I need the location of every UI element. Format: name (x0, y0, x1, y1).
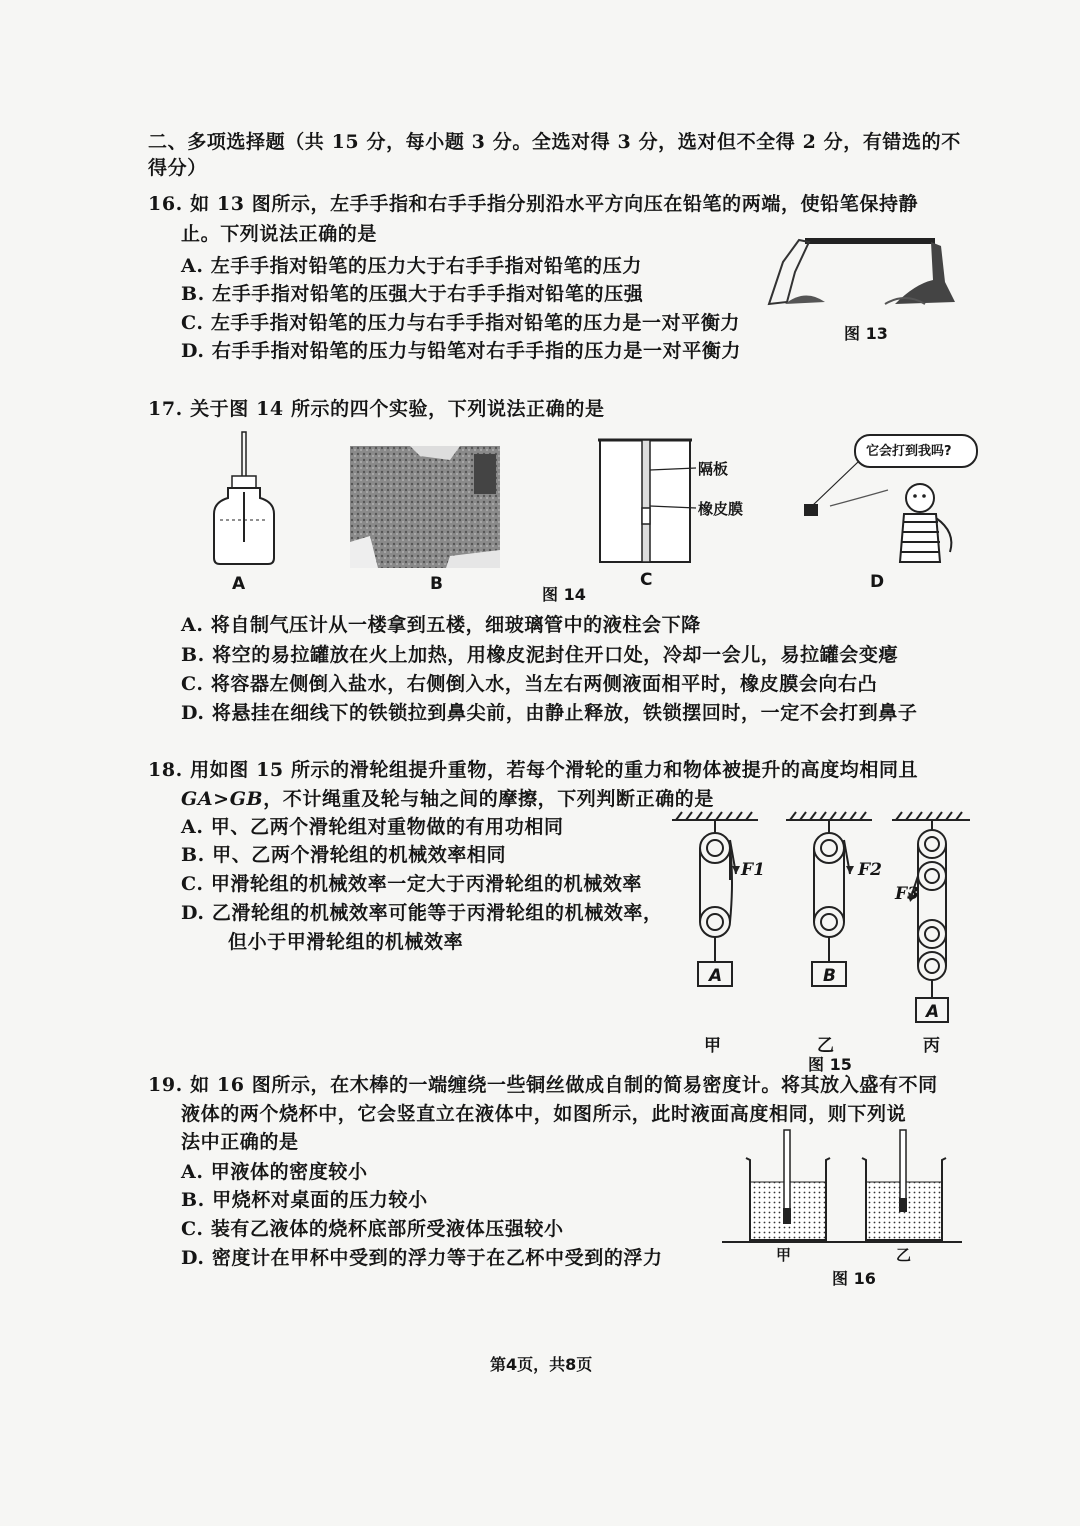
figure-15-pulley-system (670, 810, 970, 1030)
figure-14-label-a: A (232, 574, 246, 594)
q19-stem-line2: 液体的两个烧杯中，它会竖直立在液体中，如图所示，此时液面高度相同，则下列说 (181, 1103, 907, 1125)
figure-15-caption: 图 15 (808, 1055, 852, 1074)
q18-option-d: D. 乙滑轮组的机械效率可能等于丙滑轮组的机械效率， (181, 902, 663, 924)
section-title-line2: 得分） (148, 157, 207, 179)
figure-15-block-yi: B (823, 966, 836, 986)
figure-14c-label-membrane: 橡皮膜 (698, 500, 744, 518)
q18-option-a: A. 甲、乙两个滑轮组对重物做的有用功相同 (181, 816, 564, 838)
q16-option-d: D. 右手手指对铅笔的压力与铅笔对右手手指的压力是一对平衡力 (181, 340, 742, 362)
figure-16-label-jia: 甲 (776, 1246, 792, 1264)
figure-15-force-f2: F2 (858, 860, 882, 880)
q18-stem-line2 (181, 787, 714, 811)
q19-option-c: C. 装有乙液体的烧杯底部所受液体压强较小 (181, 1218, 564, 1240)
figure-16-label-yi: 乙 (896, 1246, 912, 1264)
q18-option-d-line2: 但小于甲滑轮组的机械效率 (228, 931, 464, 953)
figure-13-pencil-fingers (765, 232, 965, 310)
figure-14a-barometer (210, 432, 280, 568)
figure-15-force-f1: F1 (741, 860, 765, 880)
figure-15-block-bing: A (926, 1002, 940, 1022)
q16-option-a: A. 左手手指对铅笔的压力大于右手手指对铅笔的压力 (181, 255, 642, 277)
figure-14c-label-partition: 隔板 (698, 460, 729, 478)
figure-15-label-bing: 丙 (923, 1036, 940, 1056)
figure-15-label-jia: 甲 (704, 1036, 721, 1056)
q18-stem-line2-text: ，不计绳重及轮与轴之间的摩擦，下列判断正确的是 (263, 788, 714, 810)
figure-16-caption: 图 16 (832, 1269, 876, 1288)
figure-14-label-d: D (870, 572, 885, 592)
q19-option-d: D. 密度计在甲杯中受到的浮力等于在乙杯中受到的浮力 (181, 1247, 663, 1269)
q16-option-c: C. 左手手指对铅笔的压力与右手手指对铅笔的压力是一对平衡力 (181, 312, 741, 334)
q17-stem: 17. 关于图 14 所示的四个实验，下列说法正确的是 (148, 398, 605, 420)
q16-stem-line1: 16. 如 13 图所示，左手手指和右手手指分别沿水平方向压在铅笔的两端，使铅笔保持静 (148, 193, 919, 215)
figure-15-label-yi: 乙 (817, 1036, 834, 1056)
figure-16-beakers (722, 1130, 962, 1250)
page-footer: 第4页，共8页 (490, 1355, 593, 1374)
q17-option-d: D. 将悬挂在细线下的铁锁拉到鼻尖前，由静止释放，铁锁摆回时，一定不会打到鼻子 (181, 702, 918, 724)
figure-14d-bubble-text: 它会打到我吗? (866, 444, 952, 459)
q16-stem-line2: 止。下列说法正确的是 (181, 223, 378, 245)
figure-13-caption: 图 13 (844, 324, 888, 343)
q18-option-c: C. 甲滑轮组的机械效率一定大于丙滑轮组的机械效率 (181, 873, 643, 895)
q18-condition-math: GA>GB (181, 788, 264, 810)
figure-14-caption: 图 14 (542, 585, 586, 604)
q18-stem-line1: 18. 用如图 15 所示的滑轮组提升重物，若每个滑轮的重力和物体被提升的高度均相同且 (148, 759, 919, 781)
figure-14c-pointers (650, 462, 700, 512)
q19-option-a: A. 甲液体的密度较小 (181, 1161, 368, 1183)
q16-option-b: B. 左手手指对铅笔的压强大于右手手指对铅笔的压强 (181, 283, 644, 305)
figure-14-label-b: B (430, 574, 443, 594)
q17-option-a: A. 将自制气压计从一楼拿到五楼，细玻璃管中的液柱会下降 (181, 614, 701, 636)
q19-stem-line3: 法中正确的是 (181, 1131, 299, 1153)
q18-option-b: B. 甲、乙两个滑轮组的机械效率相同 (181, 844, 507, 866)
q19-stem-line1: 19. 如 16 图所示，在木棒的一端缠绕一些铜丝做成自制的简易密度计。将其放入盛有不同 (148, 1074, 938, 1096)
figure-15-block-jia: A (709, 966, 723, 986)
figure-14b-can-photo (350, 446, 500, 568)
q17-option-c: C. 将容器左侧倒入盐水，右侧倒入水，当左右两侧液面相平时，橡皮膜会向右凸 (181, 673, 878, 695)
q17-option-b: B. 将空的易拉罐放在火上加热，用橡皮泥封住开口处，冷却一会儿，易拉罐会变瘪 (181, 644, 899, 666)
figure-15-force-f3: F3 (895, 884, 919, 904)
figure-14-label-c: C (640, 570, 653, 590)
figure-14d-pendulum-boy (800, 462, 970, 570)
section-title-line1: 二、多项选择题（共 15 分，每小题 3 分。全选对得 3 分，选对但不全得 2 分，有错选的不 (148, 131, 961, 153)
q19-option-b: B. 甲烧杯对桌面的压力较小 (181, 1189, 428, 1211)
